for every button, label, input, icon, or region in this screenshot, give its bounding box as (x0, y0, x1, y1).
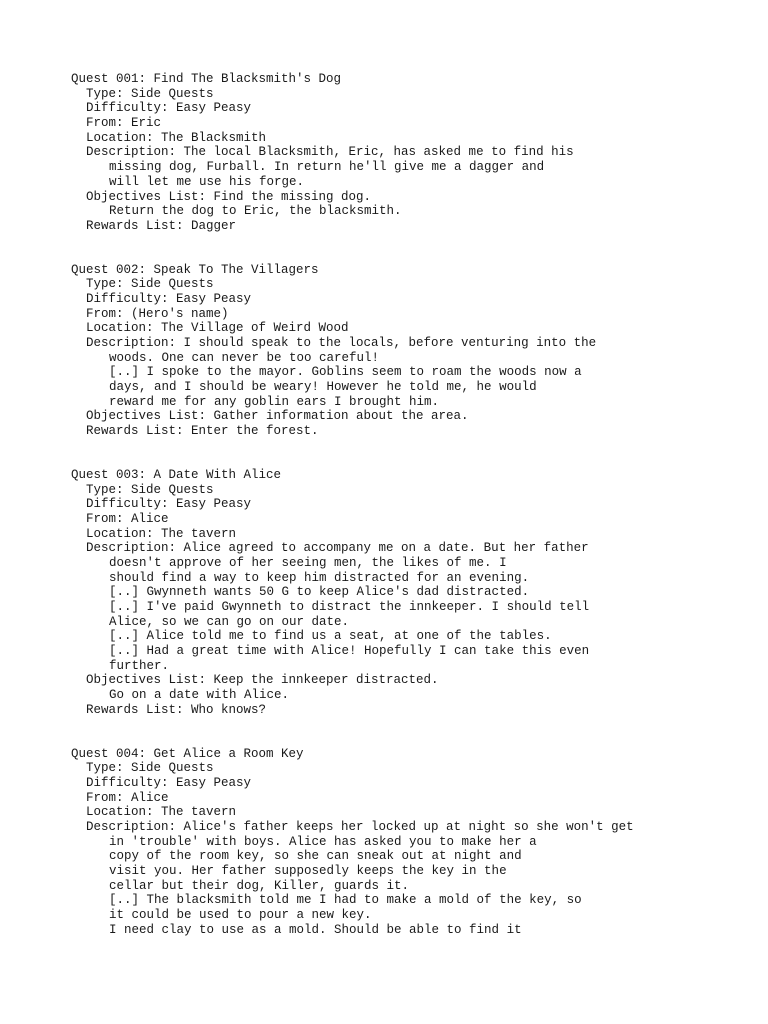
quest-description-line: cellar but their dog, Killer, guards it. (109, 878, 410, 893)
quest-entry-003 (71, 468, 751, 718)
quest-description-line: missing dog, Furball. In return he'll give me a dagger and (109, 160, 545, 175)
quest-type: Type: Side Quests (86, 761, 214, 776)
quest-description-line: I need clay to use as a mold. Should be able to find it (109, 922, 522, 937)
quest-rewards: Rewards List: Who knows? (86, 702, 267, 717)
quest-description-line: it could be used to pour a new key. (109, 908, 372, 923)
quest-description-line: will let me use his forge. (109, 174, 305, 189)
quest-description-line: reward me for any goblin ears I brought him. (109, 394, 440, 409)
quest-from: From: Alice (86, 790, 169, 805)
quest-entry-001 (71, 72, 751, 234)
quest-description-line: visit you. Her father supposedly keeps the key in the (109, 864, 507, 878)
quest-type: Type: Side Quests (86, 277, 214, 292)
quest-title: Quest 001: Find The Blacksmith's Dog (71, 72, 342, 86)
quest-difficulty: Difficulty: Easy Peasy (86, 291, 252, 306)
quest-description-line: copy of the room key, so she can sneak out at night and (109, 849, 522, 864)
quest-description-line: woods. One can never be too careful! (109, 350, 380, 365)
quest-from: From: Alice (86, 511, 169, 526)
quest-objective-item: Go on a date with Alice. (109, 688, 290, 703)
quest-objectives: Objectives List: Keep the innkeeper distracted. (86, 673, 439, 688)
quest-difficulty: Difficulty: Easy Peasy (86, 775, 252, 790)
quest-title: Quest 003: A Date With Alice (71, 467, 282, 482)
quest-description-line: [..] I spoke to the mayor. Goblins seem to roam the woods now a (109, 365, 582, 380)
quest-entry-002 (71, 263, 751, 439)
quest-description: Description: I should speak to the locals, before venturing into the (86, 336, 597, 350)
quest-from: From: Eric (86, 116, 162, 131)
quest-location: Location: The Blacksmith (86, 130, 267, 145)
quest-location: Location: The tavern (86, 526, 237, 541)
quest-objective-item: Return the dog to Eric, the blacksmith. (109, 204, 402, 219)
quest-description-line: should find a way to keep him distracted for an evening. (109, 570, 530, 585)
quest-difficulty: Difficulty: Easy Peasy (86, 101, 252, 116)
quest-description-line: days, and I should be weary! However he told me, he would (109, 380, 537, 395)
quest-title: Quest 002: Speak To The Villagers (71, 262, 319, 277)
quest-log-document (71, 72, 751, 937)
quest-description-line: [..] Alice told me to find us a seat, at one of the tables. (109, 629, 552, 644)
quest-objectives: Objectives List: Gather information about the area. (86, 409, 469, 424)
quest-difficulty: Difficulty: Easy Peasy (86, 497, 252, 512)
quest-description-line: [..] Gwynneth wants 50 G to keep Alice's dad distracted. (109, 585, 530, 600)
quest-description-line: doesn't approve of her seeing men, the likes of me. I (109, 555, 507, 570)
quest-location: Location: The tavern (86, 805, 237, 820)
quest-type: Type: Side Quests (86, 482, 214, 497)
quest-description-line: in 'trouble' with boys. Alice has asked you to make her a (109, 834, 537, 849)
quest-description-line: [..] I've paid Gwynneth to distract the innkeeper. I should tell (109, 600, 590, 614)
quest-rewards: Rewards List: Enter the forest. (86, 424, 319, 439)
quest-type: Type: Side Quests (86, 86, 214, 101)
quest-from: From: (Hero's name) (86, 306, 229, 321)
quest-description-line: Alice, so we can go on our date. (109, 614, 350, 629)
quest-objectives: Objectives List: Find the missing dog. (86, 189, 372, 204)
quest-entry-004 (71, 747, 751, 938)
quest-title: Quest 004: Get Alice a Room Key (71, 746, 304, 761)
quest-description: Description: Alice's father keeps her locked up at night so she won't get (86, 819, 634, 834)
quest-description-line: further. (109, 658, 170, 673)
quest-rewards: Rewards List: Dagger (86, 218, 237, 233)
quest-description-line: [..] The blacksmith told me I had to make a mold of the key, so (109, 893, 582, 908)
quest-description: Description: Alice agreed to accompany me on a date. But her father (86, 541, 589, 556)
quest-description: Description: The local Blacksmith, Eric, has asked me to find his (86, 145, 574, 160)
quest-description-line: [..] Had a great time with Alice! Hopefully I can take this even (109, 644, 590, 659)
quest-location: Location: The Village of Weird Wood (86, 321, 349, 336)
